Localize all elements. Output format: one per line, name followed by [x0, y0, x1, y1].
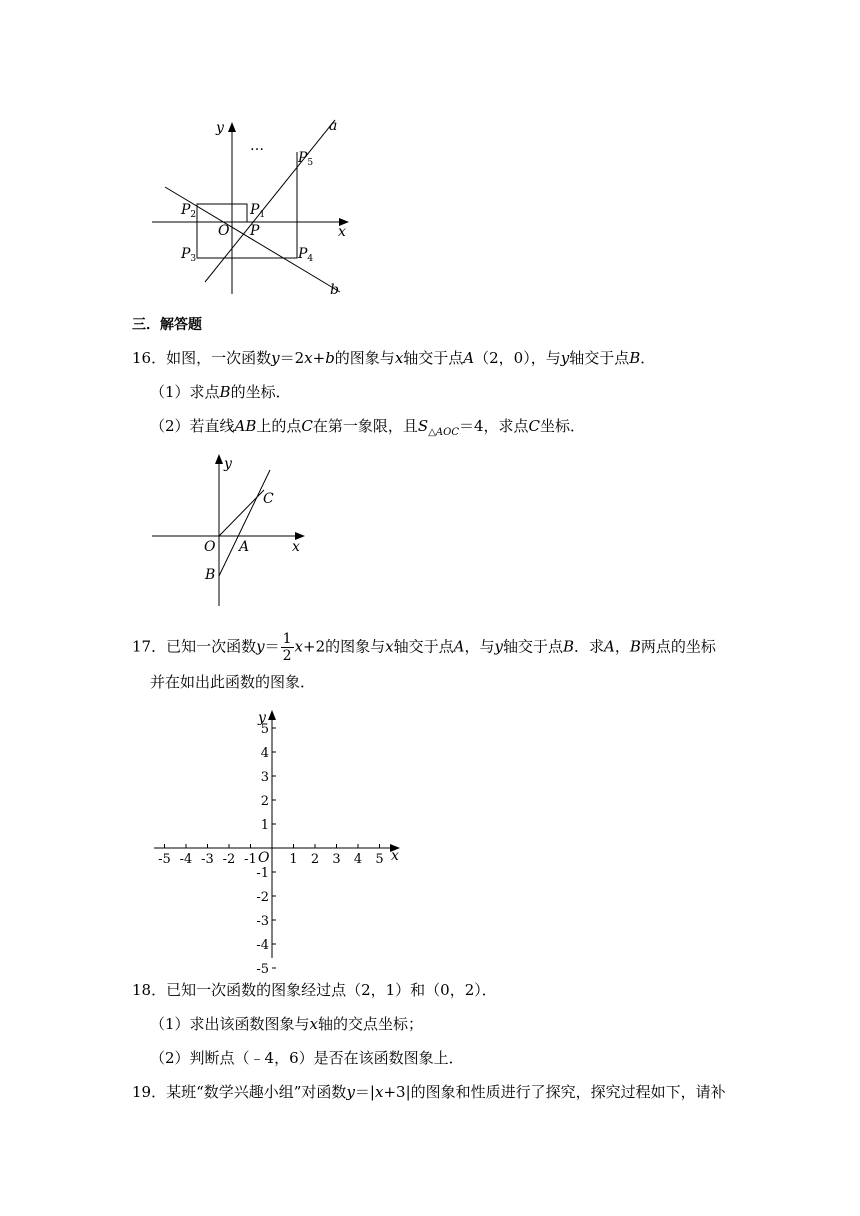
point-a-label: A [239, 539, 250, 555]
x-tick-label: 3 [332, 852, 341, 867]
y-tick-label: 2 [260, 794, 269, 809]
x-axis-label: x [391, 848, 399, 864]
origin-label: O [218, 223, 230, 239]
y-tick-label: -5 [256, 962, 269, 977]
origin-label: O [204, 539, 216, 555]
q16-part2: （2）若直线AB上的点C在第一象限，且$S_{\triangle AOC}=4$，求点C坐标． [150, 417, 586, 438]
x-tick-label: 5 [375, 852, 384, 867]
y-tick-label: 1 [260, 818, 269, 833]
line-b-label: b [330, 282, 339, 298]
x-tick-label: -4 [179, 852, 193, 867]
origin-label: O [258, 850, 270, 866]
q16-stem: 16．如图，一次函数y＝2x+b的图象与x轴交于点A（2，0），与y轴交于点B． [132, 349, 656, 367]
q18-part2: （2）判断点（﹣4，6）是否在该函数图象上． [150, 1049, 464, 1067]
y-axis-label: y [224, 456, 232, 472]
section-heading: 三．解答题 [132, 317, 202, 333]
y-tick-label: -3 [256, 914, 269, 929]
q18-part1: （1）求出该函数图象与x轴的交点坐标； [150, 1015, 424, 1033]
figure-q17-grid [150, 704, 410, 977]
x-tick-label: -5 [158, 852, 171, 867]
q19-stem: 19．某班“数学兴趣小组”对函数y＝|x+3|的图象和性质进行了探究，探究过程如下，请补 [132, 1083, 726, 1101]
y-tick-label: 4 [260, 746, 269, 761]
label-p2: $P_2$ [181, 202, 197, 220]
x-tick-label: 4 [353, 852, 363, 867]
x-axis-label: x [292, 539, 300, 555]
y-tick-label: -2 [256, 890, 269, 905]
figure-q16 [150, 450, 310, 610]
label-p1: $P_1$ [250, 202, 266, 220]
line-a-label: a [329, 118, 338, 134]
q17-line2: 并在如出此函数的图象． [150, 673, 316, 691]
figure-q15 [150, 112, 360, 302]
point-c-label: C [263, 491, 274, 507]
y-arrow-icon [215, 454, 223, 464]
y-tick-label: -1 [256, 866, 269, 881]
label-p: P [250, 223, 260, 239]
q17-stem: 17．已知一次函数y＝ $\frac{1}{2}$ x+2的图象与x轴交于点A，与y轴交于点B．求A，B两点的坐标 [132, 631, 716, 664]
y-arrow-icon [268, 710, 276, 720]
x-tick-label: -1 [244, 852, 257, 867]
line-ab [219, 470, 270, 576]
fraction-one-half: $\frac{1}{2}$ [282, 631, 292, 664]
point-b-label: B [205, 567, 216, 583]
y-arrow-icon [228, 122, 236, 132]
x-tick-label: -2 [222, 852, 236, 867]
label-p4: $P_4$ [298, 246, 314, 264]
x-axis-label: x [338, 224, 346, 240]
q16-part1: （1）求点B的坐标． [150, 383, 291, 401]
y-axis-label: y [216, 120, 224, 136]
label-p5: $P_5$ [298, 150, 314, 168]
y-tick-label: 5 [260, 722, 269, 737]
x-tick-label: 1 [289, 852, 298, 867]
rect-p1-p2 [197, 204, 247, 222]
rect-p3-p4 [197, 222, 297, 258]
y-tick-label: 3 [260, 770, 269, 785]
label-p3: $P_3$ [181, 246, 197, 264]
x-tick-label: -3 [201, 852, 214, 867]
ellipsis: … [250, 138, 264, 154]
y-axis-label: y [258, 710, 266, 726]
x-tick-label: 2 [310, 852, 320, 867]
y-tick-label: -4 [256, 938, 269, 953]
q18-stem: 18．已知一次函数的图象经过点（2，1）和（0，2）． [132, 981, 497, 999]
